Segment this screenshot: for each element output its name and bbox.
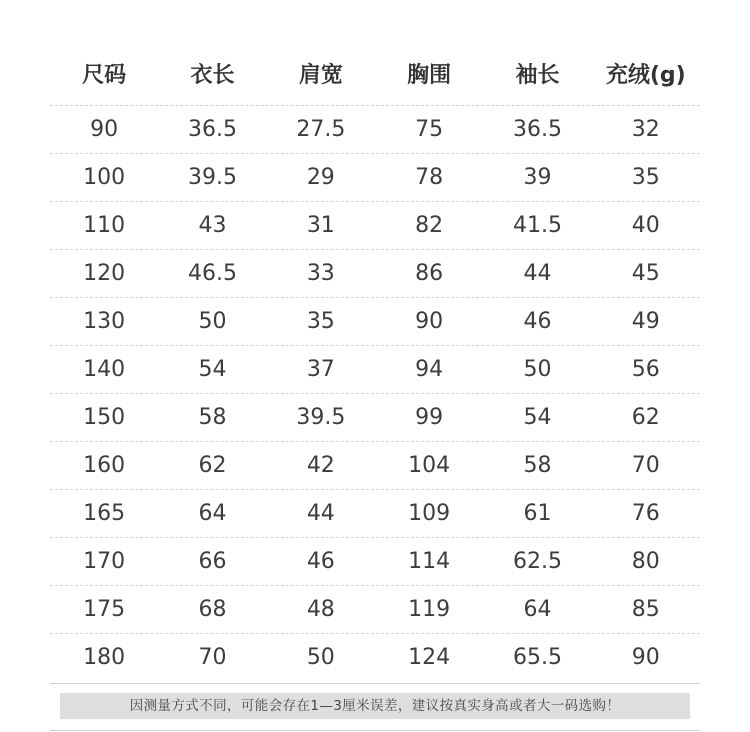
table-cell: 82	[415, 213, 444, 238]
table-cell: 44	[306, 501, 335, 526]
table-cell: 175	[83, 597, 126, 622]
table-cell: 58	[198, 405, 227, 430]
table-cell: 120	[83, 261, 126, 286]
table-cell: 36.5	[512, 117, 562, 142]
table-cell: 58	[523, 453, 552, 478]
header-sleeve: 袖长	[515, 62, 560, 88]
table-cell: 31	[306, 213, 335, 238]
table-header-row	[50, 41, 700, 106]
table-cell: 85	[631, 597, 660, 622]
table-cell: 100	[83, 165, 126, 190]
table-row	[50, 538, 700, 586]
table-body	[50, 106, 700, 681]
table-cell: 140	[83, 357, 126, 382]
table-cell: 48	[306, 597, 335, 622]
table-cell: 40	[631, 213, 660, 238]
table-cell: 114	[408, 549, 451, 574]
table-row	[50, 394, 700, 442]
table-cell: 29	[306, 165, 335, 190]
table-cell: 50	[306, 645, 335, 670]
table-row	[50, 250, 700, 298]
table-cell: 104	[408, 453, 451, 478]
table-cell: 36.5	[188, 117, 237, 142]
table-row	[50, 490, 700, 538]
table-cell: 76	[631, 501, 660, 526]
table-row	[50, 442, 700, 490]
header-shoulder: 肩宽	[298, 62, 343, 88]
table-cell: 99	[415, 405, 444, 430]
table-cell: 33	[306, 261, 335, 286]
header-chest: 胸围	[407, 62, 452, 88]
table-cell: 39.5	[296, 405, 346, 430]
table-cell: 80	[631, 549, 660, 574]
table-cell: 160	[83, 453, 126, 478]
table-row	[50, 106, 700, 154]
table-cell: 46	[523, 309, 552, 334]
table-cell: 37	[306, 357, 335, 382]
table-cell: 35	[631, 165, 660, 190]
table-cell: 78	[415, 165, 444, 190]
header-size: 尺码	[82, 62, 127, 88]
table-cell: 86	[415, 261, 444, 286]
table-cell: 42	[306, 453, 335, 478]
table-row	[50, 346, 700, 394]
table-cell: 32	[631, 117, 660, 142]
table-cell: 70	[198, 645, 227, 670]
table-cell: 130	[83, 309, 126, 334]
table-cell: 54	[523, 405, 552, 430]
table-cell: 62	[631, 405, 660, 430]
table-cell: 41.5	[512, 213, 562, 238]
table-cell: 150	[83, 405, 126, 430]
table-cell: 49	[631, 309, 660, 334]
table-cell: 45	[631, 261, 660, 286]
table-cell: 44	[523, 261, 552, 286]
table-cell: 109	[408, 501, 451, 526]
table-cell: 70	[631, 453, 660, 478]
table-cell: 66	[198, 549, 227, 574]
table-cell: 124	[408, 645, 451, 670]
table-cell: 39.5	[188, 165, 237, 190]
table-cell: 170	[83, 549, 126, 574]
table-cell: 43	[198, 213, 227, 238]
table-cell: 119	[408, 597, 451, 622]
table-cell: 56	[631, 357, 660, 382]
table-cell: 46	[306, 549, 335, 574]
table-row	[50, 298, 700, 346]
table-cell: 62.5	[512, 549, 562, 574]
table-cell: 50	[523, 357, 552, 382]
table-cell: 90	[631, 645, 660, 670]
table-cell: 165	[83, 501, 126, 526]
table-row	[50, 154, 700, 202]
table-cell: 27.5	[296, 117, 346, 142]
table-cell: 39	[523, 165, 552, 190]
measurement-notice: 因测量方式不同，可能会存在1—3厘米误差，建议按真实身高或者大一码选购！	[60, 693, 690, 719]
table-cell: 90	[415, 309, 444, 334]
divider	[50, 730, 700, 731]
size-chart-table	[50, 41, 700, 681]
table-cell: 54	[198, 357, 227, 382]
table-cell: 62	[198, 453, 227, 478]
table-cell: 46.5	[188, 261, 237, 286]
notice-section	[50, 683, 700, 732]
table-cell: 90	[90, 117, 119, 142]
table-row	[50, 634, 700, 681]
table-cell: 65.5	[512, 645, 562, 670]
table-cell: 61	[523, 501, 552, 526]
table-cell: 35	[306, 309, 335, 334]
table-cell: 180	[83, 645, 126, 670]
table-cell: 94	[415, 357, 444, 382]
table-cell: 110	[83, 213, 126, 238]
table-cell: 50	[198, 309, 227, 334]
table-cell: 75	[415, 117, 444, 142]
table-row	[50, 202, 700, 250]
table-row	[50, 586, 700, 634]
table-cell: 68	[198, 597, 227, 622]
table-cell: 64	[523, 597, 552, 622]
table-cell: 64	[198, 501, 227, 526]
header-down-fill: 充绒(g)	[605, 62, 686, 88]
header-length: 衣长	[190, 62, 235, 88]
